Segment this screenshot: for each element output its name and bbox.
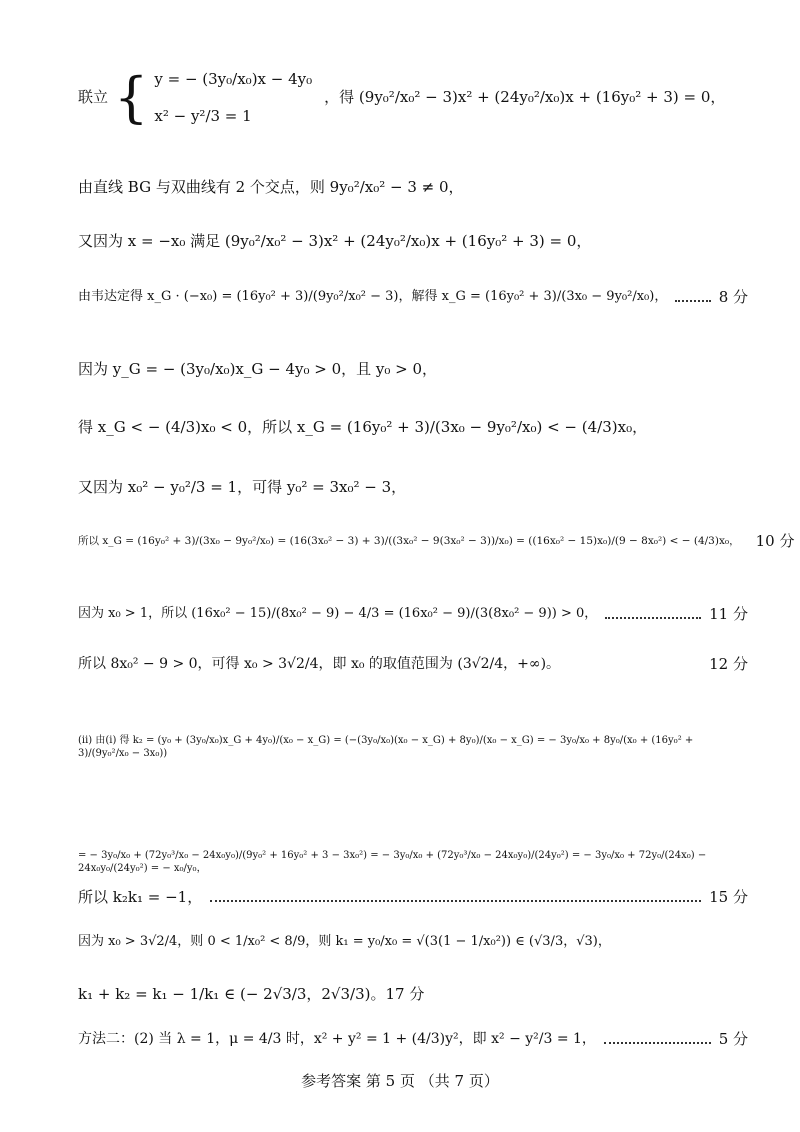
text-line-8 bbox=[78, 532, 795, 551]
text-line-14: 因为 x₀ > 3√2/4，则 0 < 1/x₀² < 8/9，则 k₁ = y₀/x₀ = √(3(1 − 1/x₀²)) ∈ (√3/3，√3)， bbox=[78, 934, 611, 949]
text-line-15: k₁ + k₂ = k₁ − 1/k₁ ∈ (− 2√3/3，2√3/3)。17 分 bbox=[78, 985, 425, 1003]
text-line-6: 得 x_G < − (4/3)x₀ < 0，所以 x_G = (16y₀² + 3)/(3x₀ − 9y₀²/x₀) < − (4/3)x₀， bbox=[78, 418, 648, 436]
text-line-3: 又因为 x = −x₀ 满足 (9y₀²/x₀² − 3)x² + (24y₀²/x₀)x + (16y₀² + 3) = 0， bbox=[78, 232, 592, 250]
text-line-2: 由直线 BG 与双曲线有 2 个交点，则 9y₀²/x₀² − 3 ≠ 0， bbox=[78, 178, 464, 196]
text-line-7: 又因为 x₀² − y₀²/3 = 1，可得 y₀² = 3x₀² − 3， bbox=[78, 478, 407, 496]
text-line-13 bbox=[78, 888, 748, 907]
range-text: 所以 8x₀² − 9 > 0，可得 x₀ > 3√2/4，即 x₀ 的取值范围为 (3√2/4，+∞)。 bbox=[78, 655, 561, 672]
text-line-16 bbox=[78, 1030, 748, 1049]
score-11: 11 分 bbox=[709, 605, 748, 623]
inequality-text: 因为 x₀ > 1，所以 (16x₀² − 15)/(8x₀² − 9) − 4/3 = (16x₀² − 9)/(3(8x₀² − 9)) > 0， bbox=[78, 606, 598, 622]
leader-dots bbox=[675, 300, 710, 302]
text-line-10 bbox=[78, 655, 748, 674]
equation-stack bbox=[154, 70, 312, 126]
xg-derivation: 所以 x_G = (16y₀² + 3)/(3x₀ − 9y₀²/x₀) = (16(3x₀² − 3) + 3)/((3x₀² − 9(3x₀² − 3))/x₀) = ((16x₀² − 15)x₀)/(9 − 8x₀²) < − (4/3)x₀， bbox=[78, 534, 740, 547]
text-line-12: = − 3y₀/x₀ + (72y₀³/x₀ − 24x₀y₀)/(9y₀² + 16y₀² + 3 − 3x₀²) = − 3y₀/x₀ + (72y₀³/x₀ − 24x₀y₀)/(24y₀²) = − 3y₀/x₀ + 72y₀/(24x₀) − 24x₀y₀/(24y₀²) = − x₀/y₀， bbox=[78, 850, 707, 874]
product-text: 所以 k₂k₁ = −1， bbox=[78, 888, 203, 906]
leader-dots bbox=[605, 617, 701, 619]
hyperbola-equation: x² − y²/3 = 1 bbox=[154, 106, 252, 125]
score-10: 10 分 bbox=[755, 532, 795, 550]
score-12: 12 分 bbox=[709, 655, 748, 673]
text-line-9 bbox=[78, 605, 748, 624]
leader-dots bbox=[210, 900, 701, 902]
line-equation: y = − (3y₀/x₀)x − 4y₀ bbox=[154, 70, 313, 88]
leader-dots bbox=[604, 1042, 711, 1044]
score-8: 8 分 bbox=[718, 288, 748, 306]
text-line-11: (ⅱ) 由(ⅰ) 得 k₂ = (y₀ + (3y₀/x₀)x_G + 4y₀)/(x₀ − x_G) = (−(3y₀/x₀)(x₀ − x_G) + 8y₀)/(x₀ − x_G) = − 3y₀/x₀ + 8y₀/(x₀ + (16y₀² + 3)/(9y₀²/x₀ − 3x₀)) bbox=[78, 735, 694, 759]
vieta-text: 由韦达定得 x_G · (−x₀) = (16y₀² + 3)/(9y₀²/x₀² − 3)，解得 x_G = (16y₀² + 3)/(3x₀ − 9y₀²/x₀)， bbox=[78, 289, 668, 305]
left-brace: { bbox=[114, 65, 149, 129]
method-two-text: 方法二：(2) 当 λ = 1，μ = 4/3 时，x² + y² = 1 + (4/3)y²，即 x² − y²/3 = 1， bbox=[78, 1030, 596, 1047]
page-footer: 参考答案 第 5 页 （共 7 页） bbox=[301, 1072, 499, 1090]
score-5: 5 分 bbox=[718, 1030, 748, 1048]
text-line-5: 因为 y_G = − (3y₀/x₀)x_G − 4y₀ > 0，且 y₀ > 0， bbox=[78, 360, 438, 378]
text-line-4 bbox=[78, 288, 748, 307]
quadratic-result: ，得 (9y₀²/x₀² − 3)x² + (24y₀²/x₀)x + (16y₀² + 3) = 0， bbox=[324, 88, 726, 107]
system-equation-line bbox=[78, 65, 748, 129]
score-15: 15 分 bbox=[709, 888, 748, 906]
system-prefix: 联立 bbox=[78, 88, 109, 107]
